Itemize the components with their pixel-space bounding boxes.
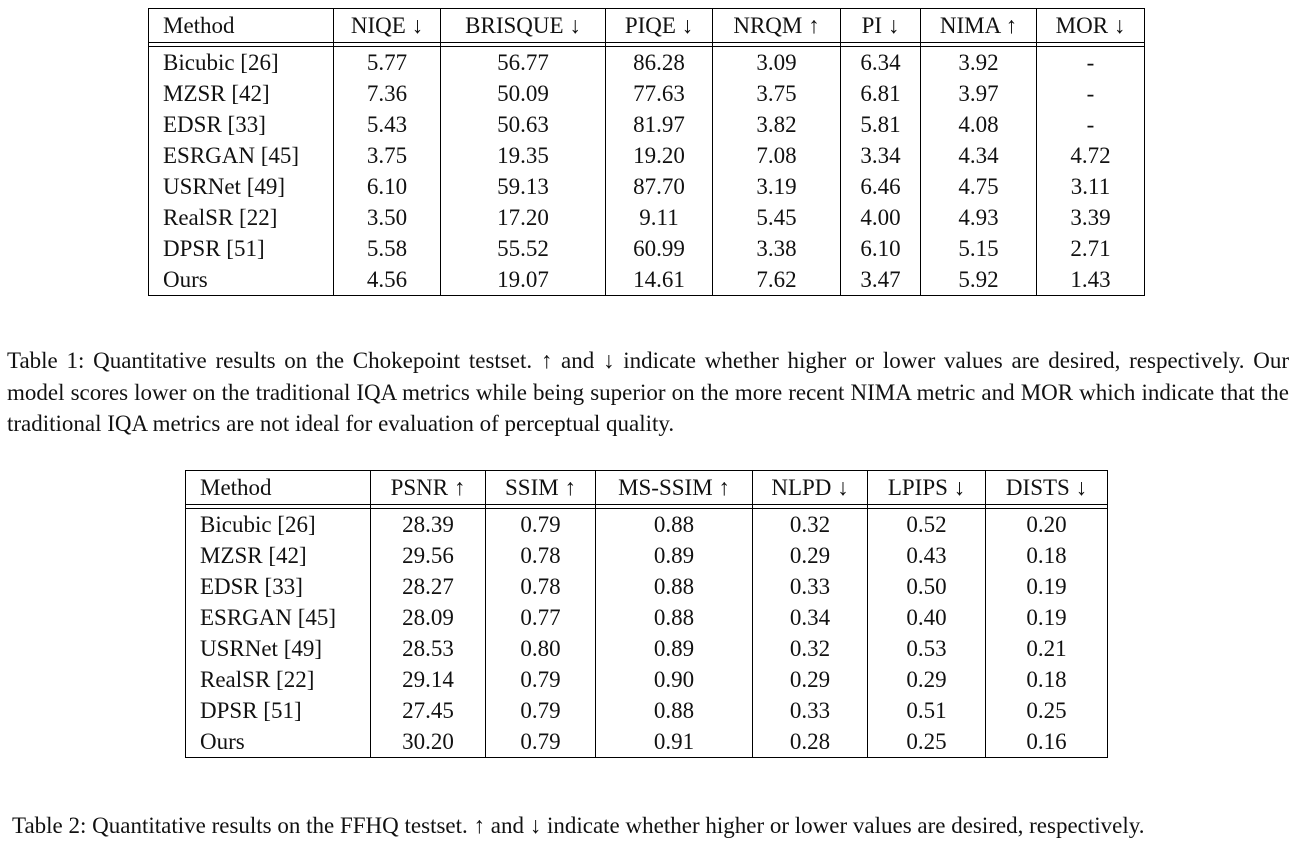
metric-cell: 0.89 [596,540,753,571]
method-cell: Bicubic [26] [149,47,334,79]
metric-cell: 28.27 [371,571,486,602]
metric-cell: 6.10 [334,171,441,202]
metric-cell: 0.91 [596,726,753,758]
metric-cell: 5.15 [921,233,1037,264]
metric-cell: 7.08 [713,140,841,171]
column-header: NLPD ↓ [753,471,868,505]
table-chokepoint-results [148,8,1145,296]
method-cell: DPSR [51] [149,233,334,264]
table-body [186,509,1108,758]
metric-cell: 56.77 [441,47,606,79]
metric-cell: 3.38 [713,233,841,264]
metric-cell: 0.90 [596,664,753,695]
table-header-row [186,471,1108,505]
metric-cell: 0.88 [596,602,753,633]
metric-cell: 0.33 [753,571,868,602]
metric-cell: 0.80 [486,633,596,664]
column-header: PI ↓ [841,9,921,43]
table-row [186,571,1108,602]
method-cell: ESRGAN [45] [149,140,334,171]
column-header: LPIPS ↓ [868,471,986,505]
metric-cell: 3.09 [713,47,841,79]
metric-cell: 6.46 [841,171,921,202]
table-row [186,664,1108,695]
metric-cell: 3.50 [334,202,441,233]
table-row [149,109,1145,140]
table-row [186,509,1108,541]
metric-cell: 7.62 [713,264,841,296]
metric-cell: 27.45 [371,695,486,726]
metric-cell: 0.40 [868,602,986,633]
metric-cell: 5.43 [334,109,441,140]
metric-cell: 0.16 [986,726,1108,758]
metric-cell: 3.11 [1037,171,1145,202]
metric-cell: 4.00 [841,202,921,233]
metric-cell: 1.43 [1037,264,1145,296]
metric-cell: 0.29 [753,540,868,571]
metric-cell: 4.08 [921,109,1037,140]
metric-cell: 0.34 [753,602,868,633]
metric-cell: 0.19 [986,571,1108,602]
metric-cell: 3.19 [713,171,841,202]
metric-cell: 5.77 [334,47,441,79]
metric-cell: 6.10 [841,233,921,264]
metric-cell: 0.89 [596,633,753,664]
table-2-caption: Table 2: Quantitative results on the FFHQ testset. ↑ and ↓ indicate whether higher or lower values are desired, respectively. [12,813,1145,838]
metric-cell: 0.51 [868,695,986,726]
metric-cell: 28.39 [371,509,486,541]
metric-cell: 3.39 [1037,202,1145,233]
metric-cell: 19.35 [441,140,606,171]
metric-cell: 3.75 [334,140,441,171]
metric-cell: 4.72 [1037,140,1145,171]
table-header-row [149,9,1145,43]
table-row [149,171,1145,202]
metric-cell: 59.13 [441,171,606,202]
table-row [149,47,1145,79]
metric-cell: - [1037,109,1145,140]
metric-cell: 4.75 [921,171,1037,202]
metric-cell: 4.56 [334,264,441,296]
column-header: PSNR ↑ [371,471,486,505]
metric-cell: 5.45 [713,202,841,233]
metric-cell: 19.20 [606,140,713,171]
column-header: Method [149,9,334,43]
table-row [186,602,1108,633]
metric-cell: 5.81 [841,109,921,140]
metric-cell: 60.99 [606,233,713,264]
metric-cell: 77.63 [606,78,713,109]
metric-cell: 14.61 [606,264,713,296]
method-cell: EDSR [33] [186,571,371,602]
method-cell: MZSR [42] [149,78,334,109]
column-header: MOR ↓ [1037,9,1145,43]
metric-cell: 0.25 [986,695,1108,726]
metric-cell: 3.97 [921,78,1037,109]
method-cell: Bicubic [26] [186,509,371,541]
column-header: NIQE ↓ [334,9,441,43]
metric-cell: 4.34 [921,140,1037,171]
method-cell: Ours [186,726,371,758]
table-row [186,633,1108,664]
table-row [186,695,1108,726]
metric-cell: 28.53 [371,633,486,664]
metric-cell: 0.53 [868,633,986,664]
metric-cell: 0.20 [986,509,1108,541]
table-ffhq-results [185,470,1108,758]
metric-cell: 5.92 [921,264,1037,296]
table-1-caption: Table 1: Quantitative results on the Chokepoint testset. ↑ and ↓ indicate whether higher or lower values are desired, respectively. Our model scores lower on the traditional IQA metrics while being superior on the more recent NIMA metric and MOR which indicate that the traditional IQA metrics are not ideal for evaluation of perceptual quality. [7,348,1289,436]
metric-cell: 0.32 [753,509,868,541]
metric-cell: 3.82 [713,109,841,140]
metric-cell: 7.36 [334,78,441,109]
column-header: Method [186,471,371,505]
column-header: DISTS ↓ [986,471,1108,505]
method-cell: RealSR [22] [186,664,371,695]
metric-cell: 55.52 [441,233,606,264]
metric-cell: 30.20 [371,726,486,758]
column-header: MS-SSIM ↑ [596,471,753,505]
metric-cell: 5.58 [334,233,441,264]
metric-cell: 0.29 [753,664,868,695]
metric-cell: 0.32 [753,633,868,664]
metric-cell: 50.63 [441,109,606,140]
metric-cell: 0.19 [986,602,1108,633]
metric-cell: 3.75 [713,78,841,109]
metric-cell: 4.93 [921,202,1037,233]
metric-cell: 0.52 [868,509,986,541]
metric-cell: 0.78 [486,540,596,571]
metric-cell: 0.78 [486,571,596,602]
column-header: PIQE ↓ [606,9,713,43]
metric-cell: - [1037,78,1145,109]
column-header: BRISQUE ↓ [441,9,606,43]
metric-cell: 0.79 [486,695,596,726]
metric-cell: 17.20 [441,202,606,233]
table-row [149,233,1145,264]
table-row [149,78,1145,109]
metric-cell: 0.33 [753,695,868,726]
metric-cell: 50.09 [441,78,606,109]
metric-cell: 81.97 [606,109,713,140]
metric-cell: 29.56 [371,540,486,571]
column-header: SSIM ↑ [486,471,596,505]
metric-cell: 0.88 [596,571,753,602]
metric-cell: 3.47 [841,264,921,296]
metric-cell: 0.77 [486,602,596,633]
metric-cell: 0.88 [596,509,753,541]
method-cell: DPSR [51] [186,695,371,726]
metric-cell: 0.18 [986,664,1108,695]
metric-cell: 0.79 [486,664,596,695]
metric-cell: 29.14 [371,664,486,695]
column-header: NRQM ↑ [713,9,841,43]
metric-cell: 0.88 [596,695,753,726]
metric-cell: 0.79 [486,726,596,758]
table-row [186,726,1108,758]
method-cell: EDSR [33] [149,109,334,140]
method-cell: USRNet [49] [149,171,334,202]
method-cell: Ours [149,264,334,296]
metric-cell: 0.18 [986,540,1108,571]
column-header: NIMA ↑ [921,9,1037,43]
metric-cell: 0.50 [868,571,986,602]
table-body [149,47,1145,296]
metric-cell: 28.09 [371,602,486,633]
metric-cell: 2.71 [1037,233,1145,264]
metric-cell: 19.07 [441,264,606,296]
table-row [149,202,1145,233]
method-cell: MZSR [42] [186,540,371,571]
metric-cell: 87.70 [606,171,713,202]
metric-cell: 9.11 [606,202,713,233]
metric-cell: 3.92 [921,47,1037,79]
metric-cell: 6.34 [841,47,921,79]
metric-cell: 86.28 [606,47,713,79]
method-cell: USRNet [49] [186,633,371,664]
metric-cell: 0.28 [753,726,868,758]
method-cell: RealSR [22] [149,202,334,233]
metric-cell: 0.25 [868,726,986,758]
metric-cell: 0.29 [868,664,986,695]
metric-cell: 0.21 [986,633,1108,664]
metric-cell: 0.79 [486,509,596,541]
table-row [149,140,1145,171]
table-row [186,540,1108,571]
metric-cell: 6.81 [841,78,921,109]
metric-cell: 0.43 [868,540,986,571]
metric-cell: - [1037,47,1145,79]
metric-cell: 3.34 [841,140,921,171]
method-cell: ESRGAN [45] [186,602,371,633]
table-row [149,264,1145,296]
